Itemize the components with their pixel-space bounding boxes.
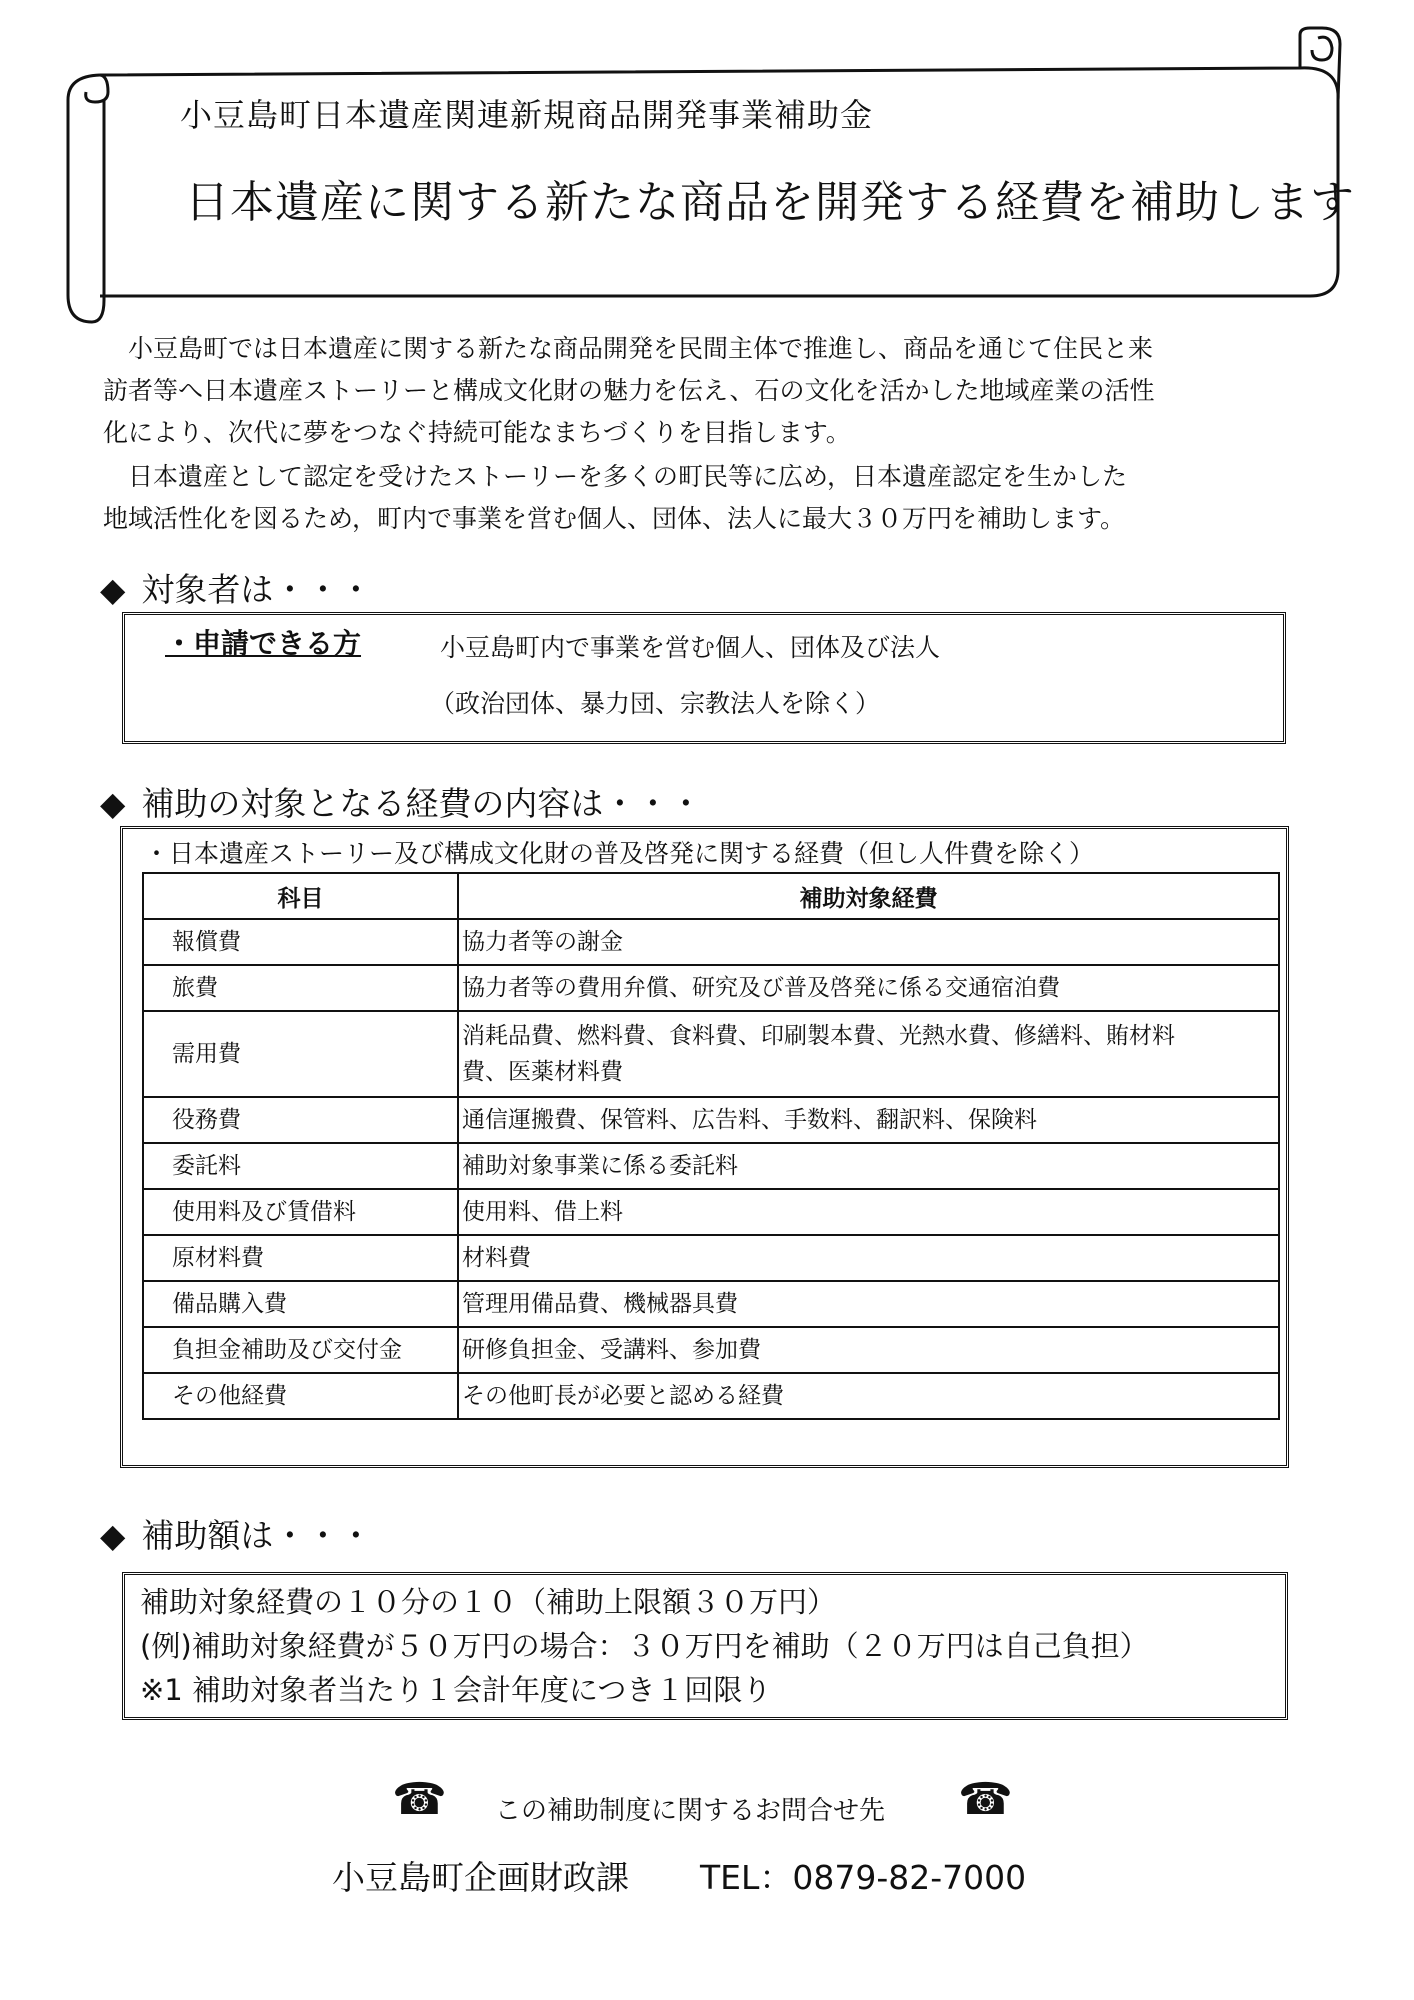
intro-line-4: 日本遺産として認定を受けたストーリーを多くの町民等に広め，日本遺産認定を生かした [103,462,1128,491]
table-row [143,1373,1279,1419]
amount-heading [100,1510,372,1557]
table-row [143,1097,1279,1143]
amount-line-3: ※1 補助対象者当たり１会計年度につき１回限り [140,1673,772,1707]
table-row [143,1143,1279,1189]
table-row [143,1281,1279,1327]
expense-heading-text: 補助の対象となる経費の内容は・・・ [141,784,703,823]
column-header-category: 科目 [143,873,458,919]
row-category: 役務費 [143,1097,458,1143]
apply-text: 小豆島町内で事業を営む個人、団体及び法人 [440,633,941,662]
row-items-line-1: 消耗品費、燃料費、食料費、印刷製本費、光熱水費、修繕料、賄材料 [462,1023,1175,1049]
intro-line-2: 訪者等へ日本遺産ストーリーと構成文化財の魅力を伝え、石の文化を活かした地域産業の活性 [103,376,1155,405]
row-items-line-2: 費、医薬材料費 [462,1059,623,1085]
expense-table [142,872,1280,1420]
banner-title: 日本遺産に関する新たな商品を開発する経費を補助します [185,177,1355,228]
contact-department: 小豆島町企画財政課 [332,1858,629,1897]
row-category: 原材料費 [143,1235,458,1281]
row-items: 研修負担金、受講料、参加費 [458,1327,1279,1373]
diamond-bullet-icon: ◆ [100,784,126,823]
row-category: 旅費 [143,965,458,1011]
row-items: 補助対象事業に係る委託料 [458,1143,1279,1189]
intro-line-5: 地域活性化を図るため，町内で事業を営む個人、団体、法人に最大３０万円を補助します。 [103,504,1126,533]
row-items: 使用料、借上料 [458,1189,1279,1235]
diamond-bullet-icon: ◆ [100,570,126,609]
row-category: 使用料及び賃借料 [143,1189,458,1235]
table-row [143,1327,1279,1373]
row-category: 委託料 [143,1143,458,1189]
diamond-bullet-icon: ◆ [100,1516,126,1555]
apply-exclusion: （政治団体、暴力団、宗教法人を除く） [430,689,881,718]
row-items: その他町長が必要と認める経費 [458,1373,1279,1419]
row-items: 材料費 [458,1235,1279,1281]
contact-tel: TEL：0879-82-7000 [700,1858,1027,1897]
table-row [143,1011,1279,1097]
apply-label: ・申請できる方 [165,627,362,660]
table-row [143,965,1279,1011]
telephone-icon: ☎ [392,1774,447,1825]
row-items: 協力者等の謝金 [458,919,1279,965]
row-category: その他経費 [143,1373,458,1419]
expense-note: ・日本遺産ストーリー及び構成文化財の普及啓発に関する経費（但し人件費を除く） [144,839,1095,868]
row-items: 管理用備品費、機械器具費 [458,1281,1279,1327]
banner-subtitle: 小豆島町日本遺産関連新規商品開発事業補助金 [180,96,874,134]
column-header-items: 補助対象経費 [458,873,1279,919]
row-category: 需用費 [143,1011,458,1097]
expense-heading [100,778,702,825]
row-items [458,1011,1279,1097]
target-heading-text: 対象者は・・・ [141,570,373,609]
amount-heading-text: 補助額は・・・ [141,1516,373,1555]
table-row [143,1189,1279,1235]
row-category: 備品購入費 [143,1281,458,1327]
table-header-row [143,873,1279,919]
row-category: 負担金補助及び交付金 [143,1327,458,1373]
table-row [143,919,1279,965]
intro-line-1: 小豆島町では日本遺産に関する新たな商品開発を民間主体で推進し、商品を通じて住民と来 [103,334,1154,363]
scroll-banner-frame [0,0,1414,330]
target-heading [100,564,372,611]
table-row [143,1235,1279,1281]
amount-line-2: (例)補助対象経費が５０万円の場合：３０万円を補助（２０万円は自己負担） [140,1629,1149,1663]
contact-label: この補助制度に関するお問合せ先 [495,1796,886,1826]
row-items: 通信運搬費、保管料、広告料、手数料、翻訳料、保険料 [458,1097,1279,1143]
row-items: 協力者等の費用弁償、研究及び普及啓発に係る交通宿泊費 [458,965,1279,1011]
intro-line-3: 化により、次代に夢をつなぐ持続可能なまちづくりを目指します。 [103,418,851,447]
row-category: 報償費 [143,919,458,965]
amount-line-1: 補助対象経費の１０分の１０（補助上限額３０万円） [140,1585,837,1619]
telephone-icon: ☎ [958,1774,1013,1825]
